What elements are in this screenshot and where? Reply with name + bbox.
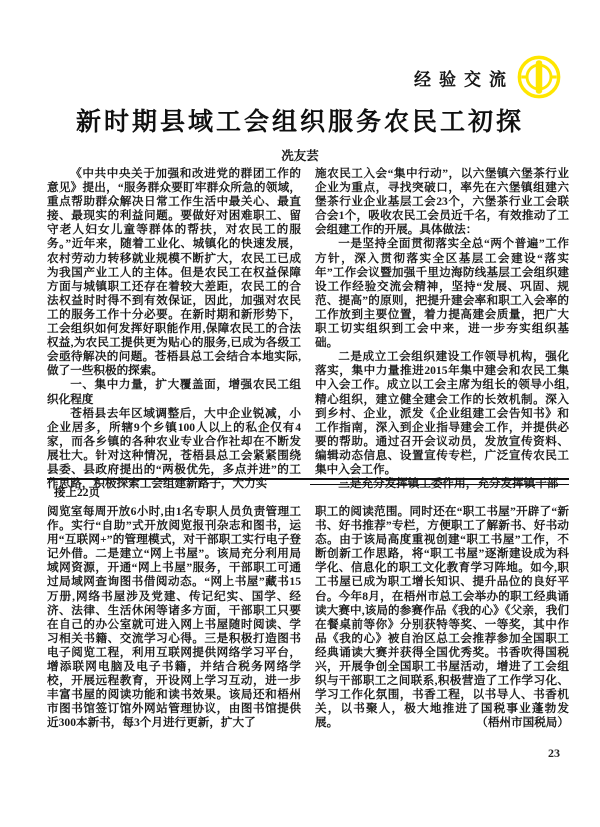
source-attribution: （梧州市国税局） bbox=[476, 716, 569, 730]
paragraph: 施农民工入会“集中行动”，以六堡镇六堡茶行业企业为重点，寻找突破口，率先在六堡镇组建六堡茶行业企业基层工会23个，六堡茶行业工会联合会1个，吸收农民工会员近千名，有效推动了工会组建工作的开展。具体做法： bbox=[315, 167, 569, 237]
paragraph: 一是坚持全面贯彻落实全总“两个普遍”工作方针，深入贯彻落实全区基层工会建设“落实年”工作会议暨加强千里边海防线基层工会组织建设工作经验交流会精神，坚持“发展、巩固、规范、提高”的原则，把提升建会率和职工入会率的工作放到主要位置，着力提高建会质量，把广大职工切实组织到工会中来，进一步夯实组织基础。 bbox=[315, 237, 569, 350]
article-title: 新时期县域工会组织服务农民工初探 bbox=[75, 108, 524, 136]
paragraph: 《中共中央关于加强和改进党的群团工作的意见》提出，“服务群众要盯牢群众所急的领域，重点帮助群众解决日常工作生活中最关心、最直接、最现实的利益问题。要做好对困难职工、留守老人妇女儿童等群体的帮扶，对农民工的服务。”近年来，随着工业化、城镇化的快速发展，农村劳动力转移就业规模不断扩大，农民工已成为我国产业工人的主体。但是农民工在权益保障方面与城镇职工还存在着较大差距，农民工的合法权益时时得不到有效保证，因此，加强对农民工的服务工作十分必要。在新时期和新形势下，工会组织如何发挥好职能作用,保障农民工的合法权益,为农民工提供更为贴心的服务,已成为各级工会亟待解决的问题。苍梧县总工会结合本地实际,做了一些积极的探索。 bbox=[47, 167, 301, 378]
paragraph: 三是充分发挥镇工委作用，充分发挥镇干部 bbox=[338, 477, 559, 491]
article-author: 冼友芸 bbox=[281, 149, 319, 163]
article-left-column bbox=[47, 167, 301, 491]
article-right-column bbox=[315, 167, 569, 491]
paragraph bbox=[315, 505, 569, 731]
section-divider-rule-thin bbox=[310, 484, 569, 485]
paragraph: 苍梧县去年区域调整后，大中企业锐减，小企业居多，所辖9个乡镇100人以上的私企仅有4家，而各乡镇的各种农业专业合作社却在不断发展壮大。针对这种情况，苍梧县总工会紧紧围绕县委、县政府提出的“两极优先，多点并进”的工作思路，积极探索工会组建新路子，大力实 bbox=[47, 406, 301, 491]
section-heading: 一、集中力量，扩大覆盖面，增强农民工组织化程度 bbox=[47, 378, 301, 406]
paragraph: 二是成立工会组织建设工作领导机构，强化落实，集中力量推进2015年集中建会和农民工集中入会工作。成立以工会主席为组长的领导小组,精心组织，建立健全建会工作的长效机制。深入到乡村、企业，派发《企业组建工会告知书》和工作指南，深入到企业指导建会工作，并提供必要的帮助。通过召开会议动员，发放宣传资料、编辑动态信息、设置宣传专栏，广泛宣传农民工集中入会工作。 bbox=[315, 350, 569, 476]
section-divider-rule bbox=[47, 478, 569, 480]
continued-from-label: 接上22页 bbox=[54, 487, 100, 499]
continued-left-column bbox=[47, 505, 301, 731]
trade-union-emblem-icon bbox=[516, 54, 562, 100]
page-header bbox=[414, 54, 562, 100]
paragraph-text: 职工的阅读范围。同时还在“职工书屋”开辟了“新书、好书推荐”专栏，方便职工了解新书、好书动态。由于该局高度重视创建“职工书屋”工作，不断创新工作思路，将“职工书屋”逐渐建设成为科学化、信息化的职工文化教育学习阵地。如今,职工书屋已成为职工增长知识、提升品位的良好平台。今年8月，在梧州市总工会举办的职工经典诵读大赛中,该局的参赛作品《我的心》《父亲，我们在餐桌前等你》分别获特等奖、一等奖，其中作品《我的心》被自治区总工会推荐参加全国职工经典诵读大赛并获得全国优秀奖。书香吹得国税兴，开展争创全国职工书屋活动，增进了工会组织与干部职工之间联系,积极营造了工作学习化、学习工作化氛围，书香工程，以书导人、书香机关，以书聚人，极大地推进了国税事业蓬勃发展。 bbox=[315, 505, 569, 730]
section-label: 经验交流 bbox=[414, 69, 514, 90]
paragraph: 阅览室每周开放6小时,由1名专职人员负责管理工作。实行“自助”式开放阅览报刊杂志和图书，运用“互联网+”的管理模式，对干部职工实行电子登记外借。二是建立“网上书屋”。该局充分利用局域网资源，开通“网上书屋”服务，干部职工可通过局域网查询图书借阅动态。“网上书屋”藏书15万册,网络书屋涉及党建、传记纪实、国学、经济、法律、生活休闲等诸多方面，干部职工只要在自己的办公室就可进入网上书屋随时阅读、学习相关书籍、交流学习心得。三是积极打造图书电子阅览工程，利用互联网提供网络学习平台，增添联网电脑及电子书籍，并结合税务网络学校，开展远程教育，开设网上学习互动，进一步丰富书屋的阅读功能和读书效果。该局还和梧州市图书馆签订馆外网站管理协议，由图书馆提供近300本新书，每3个月进行更新，扩大了 bbox=[47, 505, 301, 730]
continued-article-body bbox=[47, 505, 569, 731]
continued-right-column bbox=[315, 505, 569, 731]
article-body bbox=[47, 167, 569, 491]
page-number: 23 bbox=[548, 746, 560, 760]
